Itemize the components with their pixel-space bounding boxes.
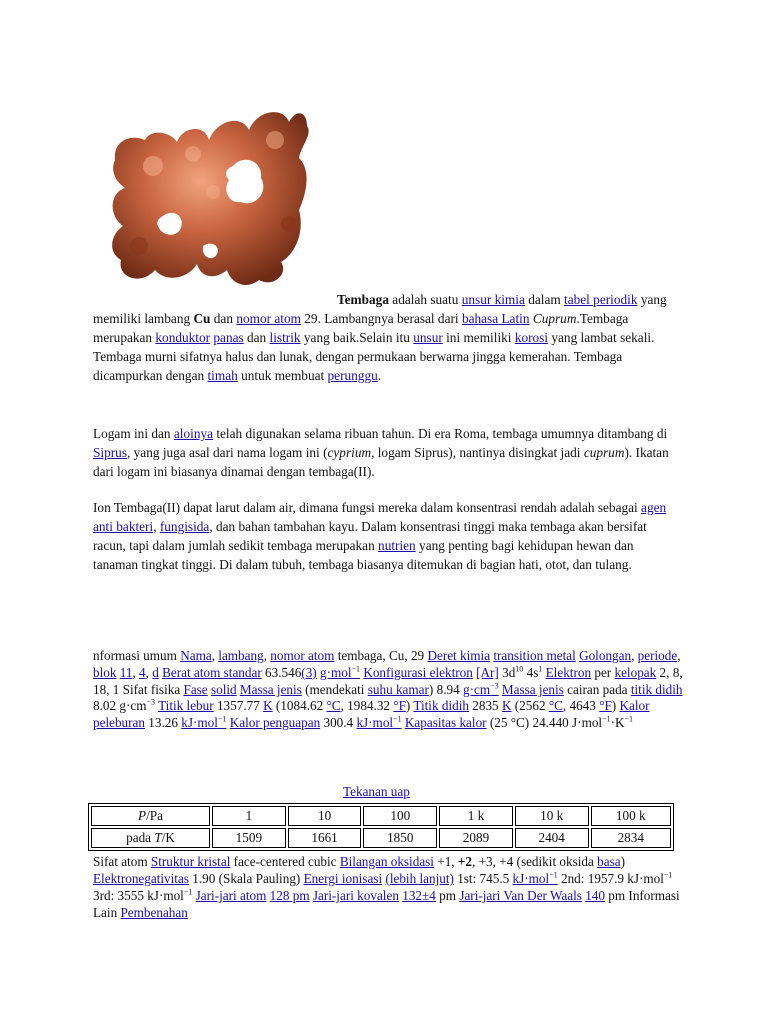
- table-cell: 100 k: [591, 806, 671, 826]
- link-golongan[interactable]: Golongan: [579, 648, 632, 663]
- link-transition-metal[interactable]: transition metal: [493, 648, 576, 663]
- link-timah[interactable]: timah: [207, 368, 238, 383]
- link-tabel-periodik[interactable]: tabel periodik: [564, 292, 638, 307]
- link-g-cm3[interactable]: $g\cdot cm^{-3}$: [463, 681, 499, 697]
- link-nomor-atom-info[interactable]: nomor atom: [270, 648, 335, 663]
- table-cell: 2834: [591, 828, 671, 848]
- term-tembaga: Tembaga: [337, 292, 389, 307]
- table-cell: 10 k: [515, 806, 589, 826]
- link-132[interactable]: 132±4: [402, 888, 436, 903]
- link-kelopak[interactable]: kelopak: [614, 664, 657, 680]
- table-cell: 2404: [515, 828, 589, 848]
- link-140[interactable]: 140: [585, 888, 605, 903]
- link-unsur[interactable]: unsur: [413, 330, 443, 345]
- link-nutrien[interactable]: nutrien: [378, 538, 416, 553]
- link-bahasa-latin[interactable]: bahasa Latin: [461, 311, 530, 326]
- link-celsius-2[interactable]: °C: [548, 698, 563, 714]
- link-deret-kimia[interactable]: Deret kimia: [427, 648, 491, 663]
- link-kelvin-2[interactable]: K: [501, 698, 512, 714]
- link-energi-ionisasi[interactable]: Energi ionisasi: [303, 871, 383, 886]
- link-uncertainty-3[interactable]: (3): [301, 664, 317, 680]
- table-cell: 1661: [288, 828, 362, 848]
- link-lambang[interactable]: lambang: [218, 648, 264, 663]
- table-cell: 100: [363, 806, 437, 826]
- link-perunggu[interactable]: perunggu: [327, 368, 378, 383]
- link-kelvin[interactable]: K: [263, 698, 273, 714]
- link-aloinya[interactable]: aloinya: [173, 426, 214, 441]
- link-listrik[interactable]: listrik: [269, 330, 301, 345]
- link-kj-mol[interactable]: kJ·mol$^{-1}$: [181, 714, 227, 731]
- table-cell: 2089: [439, 828, 513, 848]
- link-elektronegativitas[interactable]: Elektronegativitas: [93, 871, 189, 886]
- link-celsius[interactable]: °C: [326, 698, 341, 714]
- link-jari-jari-kovalen[interactable]: Jari-jari kovalen: [312, 888, 399, 903]
- link-blok[interactable]: blok: [93, 664, 117, 680]
- link-golongan-11[interactable]: 11: [119, 664, 133, 680]
- link-konduktor[interactable]: konduktor: [155, 330, 211, 345]
- copper-nugget-image: [93, 96, 333, 296]
- link-blok-d[interactable]: d: [152, 664, 159, 680]
- link-pembenahan[interactable]: Pembenahan: [120, 905, 188, 920]
- link-128-pm[interactable]: 128 pm: [269, 888, 310, 903]
- table-row-pressure: [91, 806, 671, 826]
- link-argon[interactable]: [Ar]: [476, 664, 499, 680]
- link-periode-4[interactable]: 4: [139, 664, 146, 680]
- link-fungisida[interactable]: fungisida: [159, 519, 210, 534]
- table-cell: 1 k: [439, 806, 513, 826]
- link-fahrenheit[interactable]: °F: [393, 698, 406, 714]
- link-titik-lebur[interactable]: Titik lebur: [158, 698, 214, 714]
- link-unsur-kimia[interactable]: unsur kimia: [461, 292, 525, 307]
- link-titik-didih[interactable]: titik didih: [630, 681, 683, 697]
- table-cell: 10: [288, 806, 362, 826]
- link-basa[interactable]: basa: [597, 854, 621, 869]
- link-kalor-peleburan[interactable]: Kalor peleburan: [93, 698, 650, 731]
- link-agen-anti-bakteri[interactable]: agen anti bakteri: [93, 500, 667, 534]
- link-nomor-atom[interactable]: nomor atom: [236, 311, 301, 326]
- link-periode[interactable]: periode: [637, 648, 678, 663]
- link-bilangan-oksidasi[interactable]: Bilangan oksidasi: [339, 854, 434, 869]
- link-siprus[interactable]: Siprus: [93, 445, 127, 460]
- link-kj-mol-2[interactable]: kJ·mol$^{-1}$: [356, 714, 402, 731]
- link-jari-jari-atom[interactable]: Jari-jari atom: [195, 888, 267, 903]
- link-fahrenheit-2[interactable]: °F: [599, 698, 612, 714]
- link-titik-didih-2[interactable]: Titik didih: [413, 698, 469, 714]
- link-berat-atom[interactable]: Berat atom standar: [162, 664, 262, 680]
- link-kapasitas-kalor[interactable]: Kapasitas kalor: [404, 715, 487, 731]
- row-label-temperature: pada T/K: [91, 828, 210, 848]
- link-solid[interactable]: solid: [210, 681, 237, 697]
- link-konfigurasi-elektron[interactable]: Konfigurasi elektron: [363, 664, 473, 680]
- link-nama[interactable]: Nama: [180, 648, 212, 663]
- link-fase[interactable]: Fase: [183, 681, 208, 697]
- biology-paragraph: Ion Tembaga(II) dapat larut dalam air, dimana fungsi mereka dalam konsentrasi rendah adalah sebagai agen anti bakteri, fungisida, dan bahan tambahan kayu. Dalam konsentrasi tinggi maka tembaga akan bersifat racun, tapi dalam jumlah sedikit tembaga merupakan nutrien yang penting bagi kehidupan hewan dan tanaman tingkat tinggi. Di dalam tubuh, tembaga biasanya ditemukan di bagian hati, otot, dan tulang.: [93, 500, 667, 572]
- link-struktur-kristal[interactable]: Struktur kristal: [150, 854, 231, 869]
- link-panas[interactable]: panas: [213, 330, 244, 345]
- link-suhu-kamar[interactable]: suhu kamar: [367, 681, 429, 697]
- link-tekanan-uap[interactable]: Tekanan uap: [343, 784, 410, 799]
- atomic-properties-text: Sifat atom Struktur kristal face-centered cubic Bilangan oksidasi +1, +2, +3, +4 (sedikit oksida basa) Elektronegativitas 1.90 (Skala Pauling) Energi ionisasi (lebih lanjut) 1st: 745.5 kJ·mol$^{-1}$ 2nd: 1957.9 kJ·mol$^{-1}$ 3rd: 3555 kJ·mol$^{-1}$ Jari-jari atom 128 pm Jari-jari kovalen 132±4 pm Jari-jari Van Der Waals 140 pm Informasi Lain Pembenahan: [93, 854, 680, 920]
- intro-paragraph: Tembaga adalah suatu unsur kimia dalam tabel periodik yang memiliki lambang Cu dan nomor atom 29. Lambangnya berasal dari bahasa Latin Cuprum.Tembaga merupakan konduktor panas dan listrik yang baik.Selain itu unsur ini memiliki korosi yang lambat sekali. Tembaga murni sifatnya halus dan lunak, dengan permukaan berwarna jingga kemerahan. Tembaga dicampurkan dengan timah untuk membuat perunggu.: [93, 292, 667, 383]
- link-jari-jari-vdw[interactable]: Jari-jari Van Der Waals: [459, 888, 582, 903]
- link-g-mol[interactable]: g·mol$^{-1}$: [319, 664, 361, 680]
- table-row-temperature: [91, 828, 671, 848]
- link-lebih-lanjut[interactable]: (lebih lanjut): [385, 871, 454, 886]
- link-korosi[interactable]: korosi: [514, 330, 549, 345]
- infobox-text: nformasi umum Nama, lambang, nomor atom tembaga, Cu, 29 Deret kimia transition metal Golongan, periode, blok 11, 4, d Berat atom standar 63.546(3) g·mol$^{-1}$ Konfigurasi elektron [Ar] $3d^{10}$ $4s^1$ Elektron per kelopak 2, 8, 18, 1 Sifat fisika Fase solid Massa jenis (mendekati suhu kamar) 8.94 $g\cdot cm^{-3}$ Massa jenis cairan pada titik didih 8.02 $g\cdot cm^{-3}$ Titik lebur 1357.77 K (1084.62 °C, 1984.32 °F) Titik didih 2835 K (2562 °C, 4643 °F) Kalor peleburan 13.26 kJ·mol$^{-1}$ Kalor penguapan 300.4 kJ·mol$^{-1}$ Kapasitas kalor (25 °C) 24.440 $J\cdot mol^{-1}\cdot K^{-1}$: [93, 648, 683, 731]
- table-cell: 1: [212, 806, 286, 826]
- table-cell: 1850: [363, 828, 437, 848]
- vapor-pressure-table: [88, 803, 674, 851]
- symbol-cu: Cu: [193, 311, 211, 326]
- link-massa-jenis-cair[interactable]: Massa jenis: [501, 681, 564, 697]
- link-elektron[interactable]: Elektron: [545, 664, 592, 680]
- link-massa-jenis[interactable]: Massa jenis: [239, 681, 302, 697]
- link-kj-mol-3[interactable]: kJ·mol$^{-1}$: [512, 870, 558, 886]
- row-label-pressure: P/Pa: [91, 806, 210, 826]
- history-paragraph: Logam ini dan aloinya telah digunakan selama ribuan tahun. Di era Roma, tembaga umumnya ditambang di Siprus, yang juga asal dari nama logam ini (cyprium, logam Siprus), nantinya disingkat jadi cuprum). Ikatan dari logam ini biasanya dinamai dengan tembaga(II).: [93, 426, 669, 479]
- table-cell: 1509: [212, 828, 286, 848]
- link-kalor-penguapan[interactable]: Kalor penguapan: [229, 715, 321, 731]
